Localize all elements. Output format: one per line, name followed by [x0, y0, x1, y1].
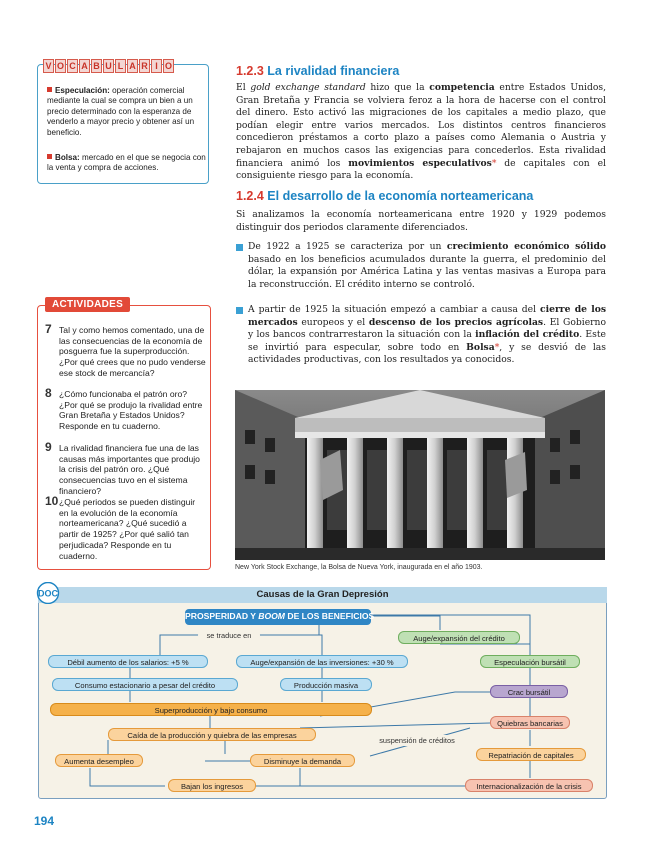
node-repatriation: Repatriación de capitales: [476, 748, 586, 761]
activity-text: Tal y como hemos comentado, una de las consecuencias de la economía de posguerra fue la superproducción. ¿Por qué crees que no pudo venderse ese stock de mercancía?: [59, 325, 206, 378]
vocab-definition: operación comercial mediante la cual se compra un bien a un precio determinado con la esperanza de venderlo a mayor precio y obtener así un beneficio.: [47, 86, 195, 137]
section-heading: [236, 64, 399, 78]
section-title: La rivalidad financiera: [267, 64, 400, 78]
diagram-title: Causas de la Gran Depresión: [38, 587, 607, 603]
vocab-letter: U: [103, 59, 114, 73]
node-production-fall: Caída de la producción y quiebra de las empresas: [108, 728, 316, 741]
activities-label: ACTIVIDADES: [45, 297, 130, 312]
node-consumption: Consumo estacionario a pesar del crédito: [52, 678, 238, 691]
node-investments: Auge/expansión de las inversiones: +30 %: [236, 655, 408, 668]
activity-number: 7: [45, 322, 52, 336]
vocab-letter: R: [139, 59, 150, 73]
activity-number: 9: [45, 440, 52, 454]
doc-badge-icon: [33, 582, 63, 604]
bullet-square-icon: [236, 244, 243, 251]
vocab-entry-bolsa: [47, 153, 207, 174]
vocab-letter: O: [164, 61, 172, 71]
vocab-letter: V: [43, 59, 54, 73]
doc-badge-label: DOC: [38, 588, 58, 599]
activity-number: 10: [45, 494, 59, 508]
node-speculation: Especulación bursátil: [480, 655, 580, 668]
node-bank-failures: Quiebras bancarias: [490, 716, 570, 729]
paragraph: Si analizamos la economía norteamericana entre 1920 y 1929 podemos distinguir dos periodos claramente diferenciados.: [236, 209, 606, 233]
vocab-entry-especulacion: [47, 86, 207, 138]
vocabulary-marker: *: [491, 157, 497, 169]
label-translates: se traduce en: [198, 630, 260, 641]
activity-text: ¿Qué periodos se pueden distinguir en la evolución de la economía norteamericana? ¿Qué sucedió a partir de 1925? ¿Por qué salió tan perjudicada? Responde en tu cuaderno.: [59, 497, 196, 561]
vocab-letter: I: [151, 59, 162, 73]
activity-item: [45, 440, 207, 497]
paragraph: El gold exchange standard hizo que la competencia entre Estados Unidos, Gran Bretaña y Francia se volviera feroz a la hora de hacerse con el control del dinero. Esto activó las migraciones de los capitales a medio plazo, que podían elegir entre varios mercados. Los distintos centros financieros concedieron préstamos a corto plazo a países como Alemania o Austria y rebajaron en muchos casos las exigencias para concederlos. Esta rivalidad financiera animó los movimientos especulativos* de capitales con el consiguiente riesgo para la economía.: [236, 82, 606, 182]
activity-item: [45, 322, 207, 379]
node-demand-drop: Disminuye la demanda: [250, 754, 355, 767]
page-number: 194: [34, 814, 55, 828]
activity-number: 8: [45, 386, 52, 400]
bullet-item: A partir de 1925 la situación empezó a cambiar a causa del cierre de los mercados europeos y el descenso de los precios agrícolas. El Gobierno y los bancos contrarrestaron la situación con la inflación del crédito. Este se invirtió para especular, sobre todo en Bolsa*, y se desvió de las actividades productivas, con los resultados ya conocidos.: [236, 304, 606, 367]
node-overproduction: Superproducción y bajo consumo: [50, 703, 372, 716]
vocab-definition: mercado en el que se negocia con la venta y compra de acciones.: [47, 153, 206, 173]
section-number: 1.2.4: [236, 189, 264, 203]
node-unemployment: Aumenta desempleo: [55, 754, 143, 767]
vocab-term: Bolsa:: [47, 153, 80, 162]
activity-item: [45, 494, 207, 561]
vocabulary-marker: *: [494, 341, 500, 353]
node-credit-expansion: Auge/expansión del crédito: [398, 631, 520, 644]
vocabulary-title: [43, 59, 174, 73]
activity-text: ¿Cómo funcionaba el patrón oro? ¿Por qué se produjo la rivalidad entre Gran Bretaña y Estados Unidos? Responde en tu cuaderno.: [59, 389, 203, 432]
activity-text: La rivalidad financiera fue una de las causas más importantes que produjo la crisis del patrón oro. ¿Qué consecuencias tuvo en el sistema financiero?: [59, 443, 200, 496]
vocab-letter: A: [127, 59, 138, 73]
node-crash: Crac bursátil: [490, 685, 568, 698]
node-salaries: Débil aumento de los salarios: +5 %: [48, 655, 208, 668]
node-prosperity: PROSPERIDAD Y BOOM DE LOS BENEFICIOS: [185, 609, 371, 625]
bullet-item: De 1922 a 1925 se caracteriza por un crecimiento económico sólido basado en los beneficios acumulados durante la guerra, el predominio del dólar, la expansión por América Latina y las ventas masivas a Europa para la reconstrucción. El crédito interno se controló.: [236, 241, 606, 291]
bullet-square-icon: [236, 307, 243, 314]
vocab-letter: O: [56, 61, 64, 71]
section-number: 1.2.3: [236, 64, 264, 78]
stock-exchange-photo: [235, 390, 605, 560]
activity-item: [45, 386, 207, 432]
vocab-letter: A: [79, 59, 90, 73]
vocab-letter: L: [115, 59, 126, 73]
section-title: El desarrollo de la economía norteamericana: [267, 189, 534, 203]
vocab-term: Especulación:: [47, 86, 110, 95]
vocab-letter: B: [91, 59, 102, 73]
vocab-letter: C: [67, 59, 78, 73]
label-credit-suspension: suspensión de créditos: [370, 735, 464, 746]
node-mass-production: Producción masiva: [280, 678, 372, 691]
node-income-drop: Bajan los ingresos: [168, 779, 256, 792]
node-internationalization: Internacionalización de la crisis: [465, 779, 593, 792]
photo-caption: New York Stock Exchange, la Bolsa de Nueva York, inaugurada en el año 1903.: [235, 564, 483, 571]
section-heading: [236, 189, 533, 203]
